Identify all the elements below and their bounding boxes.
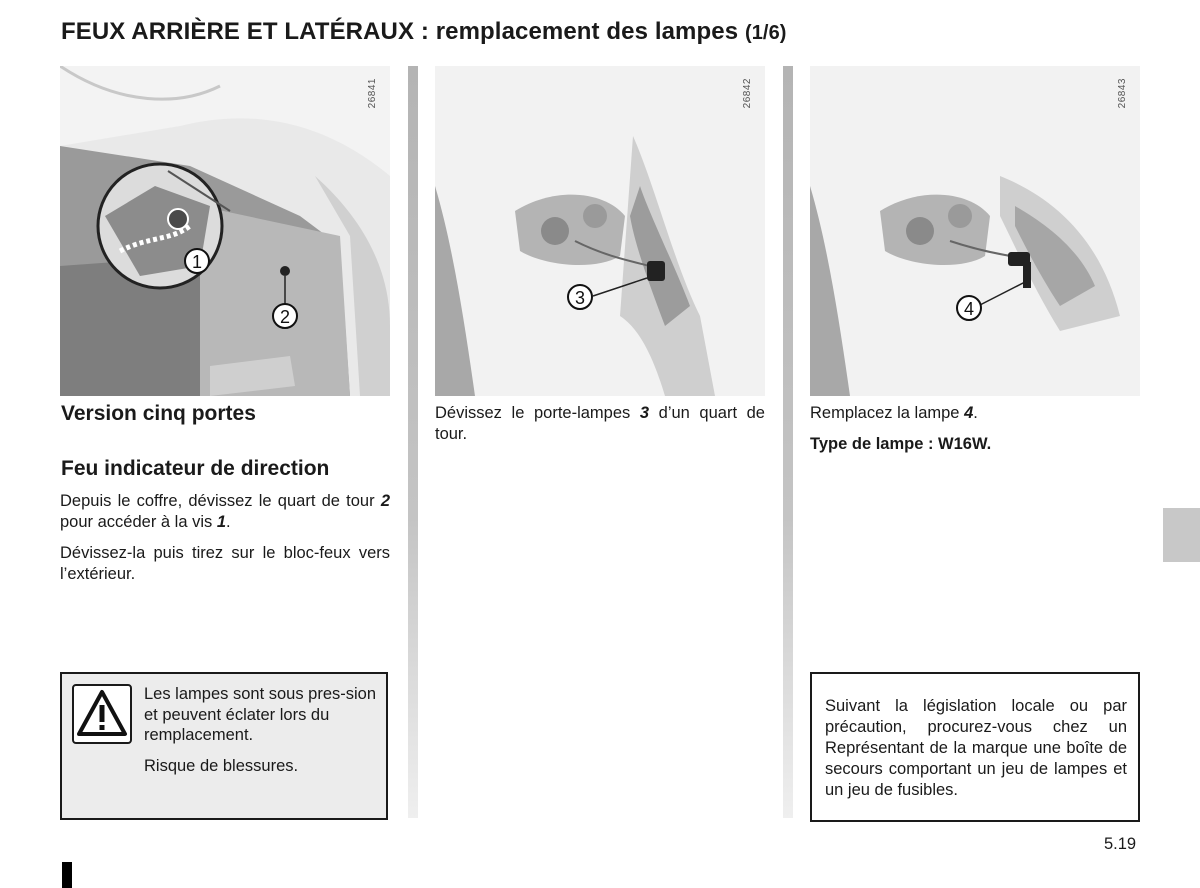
title-text: FEUX ARRIÈRE ET LATÉRAUX : remplacement des lampes <box>61 18 739 45</box>
figure-ref-number: 26841 <box>367 78 378 109</box>
callout-3 <box>568 285 592 309</box>
instruction-paragraph: Dévissez le porte-lampes 3 d’un quart de tour. <box>435 404 765 443</box>
subsection-heading: Feu indicateur de direction <box>61 457 330 480</box>
svg-text:1: 1 <box>191 252 203 272</box>
callout-1 <box>185 249 209 273</box>
info-text: Suivant la législation locale ou par précaution, procurez-vous chez un Représentant de la marque une boîte de secours comportant un jeu de lampes et un jeu de fusibles. <box>825 697 1127 799</box>
page-number: 5.19 <box>1104 835 1137 853</box>
warning-message: Les lampes sont sous pres-sion et peuvent éclater lors du remplacement. <box>144 685 377 744</box>
warning-box <box>60 672 388 820</box>
warning-triangle-icon <box>72 684 132 744</box>
instruction-paragraph: Remplacez la lampe 4. <box>810 404 978 422</box>
callout-4 <box>957 296 981 320</box>
callout-2 <box>273 304 297 328</box>
info-box <box>810 672 1140 822</box>
figure-ref-number: 26843 <box>1117 78 1128 109</box>
title-page-count: (1/6) <box>744 22 787 44</box>
instruction-paragraph: Dévissez-la puis tirez sur le bloc-feux vers l’extérieur. <box>60 544 390 583</box>
warning-text <box>144 684 380 786</box>
print-mark <box>62 862 72 888</box>
chapter-tab <box>1163 508 1200 562</box>
svg-text:3: 3 <box>574 288 586 308</box>
warning-risk: Risque de blessures. <box>144 756 299 775</box>
instruction-paragraph: Depuis le coffre, dévissez le quart de tour 2 pour accéder à la vis 1. <box>60 492 390 531</box>
section-heading: Version cinq portes <box>61 402 256 425</box>
lamp-type-note: Type de lampe : W16W. <box>810 435 992 453</box>
figure-ref-number: 26842 <box>742 78 753 109</box>
svg-text:2: 2 <box>279 307 291 327</box>
svg-text:4: 4 <box>963 299 975 319</box>
